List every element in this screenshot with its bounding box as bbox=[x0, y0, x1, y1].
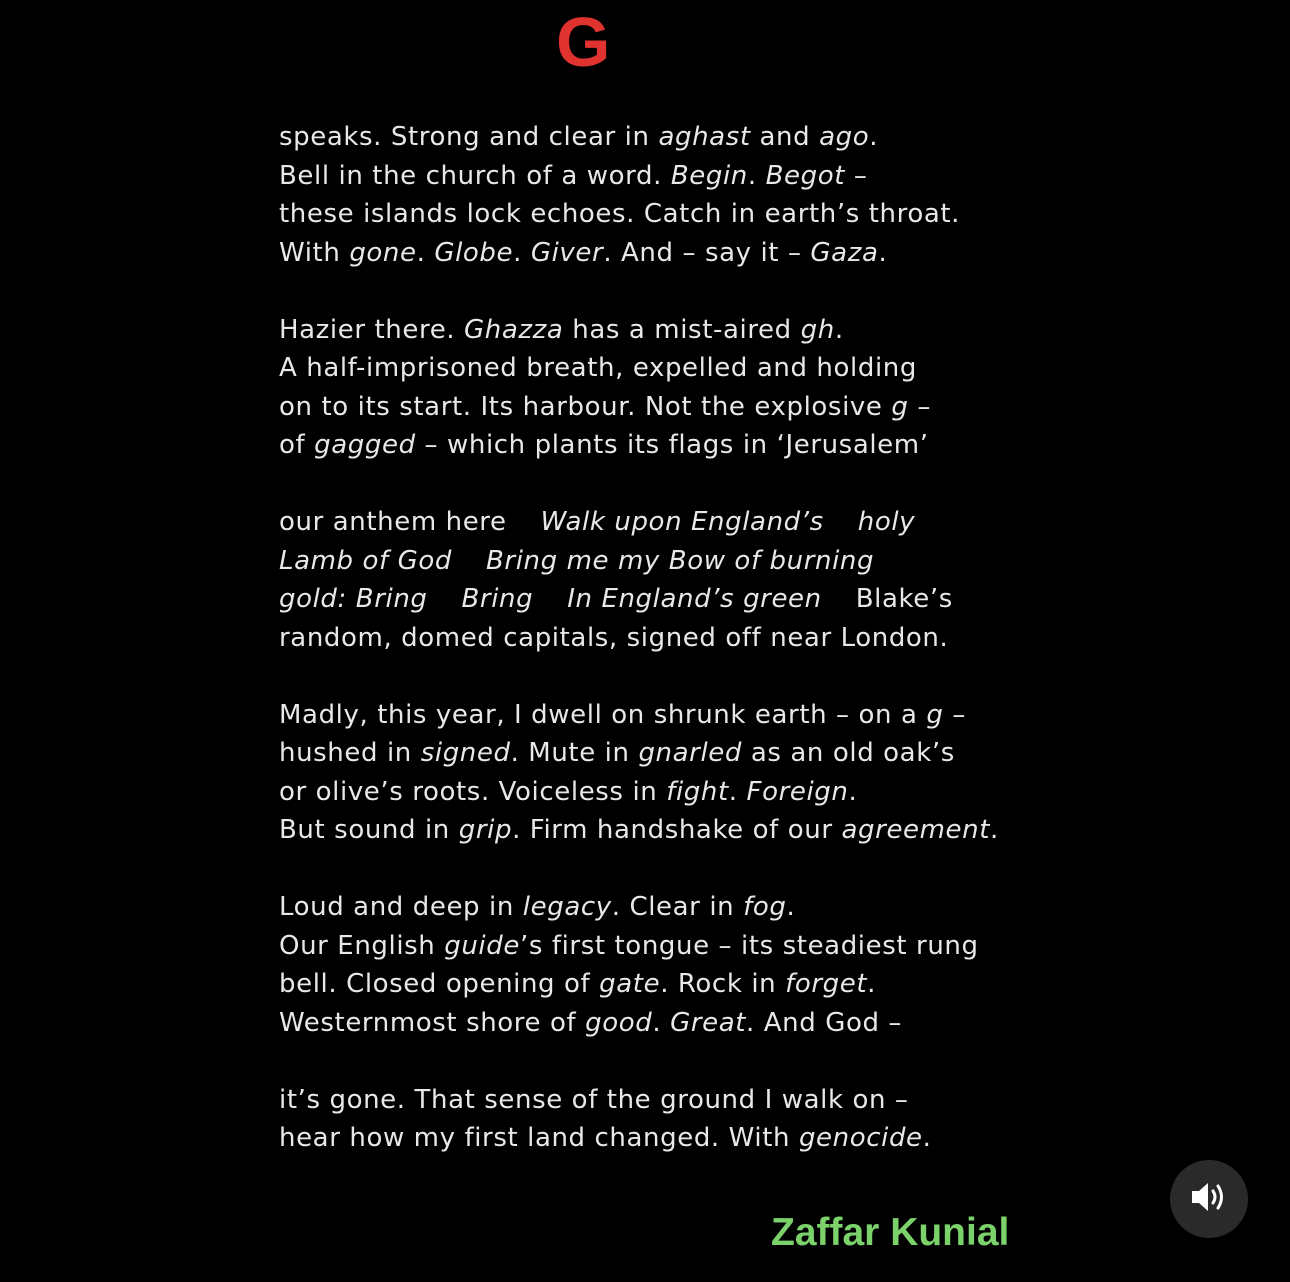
italic-run: Bring bbox=[461, 584, 534, 614]
text-run: on to its start. Its harbour. Not the explosive bbox=[279, 391, 892, 422]
italic-run: Globe bbox=[434, 237, 514, 268]
italic-run: fog bbox=[743, 892, 787, 922]
text-run: our anthem here bbox=[279, 507, 507, 537]
italic-run: aghast bbox=[658, 122, 751, 152]
poem-line bbox=[279, 773, 1039, 812]
poem-line bbox=[279, 965, 1039, 1004]
text-run: . bbox=[922, 1123, 932, 1153]
poem-line bbox=[279, 734, 1039, 773]
italic-run: gone bbox=[349, 237, 417, 268]
text-run: . bbox=[652, 1007, 671, 1038]
poem-stanza bbox=[279, 118, 1039, 272]
text-run: . And – say it – bbox=[603, 237, 811, 268]
italic-run: Giver bbox=[530, 237, 604, 268]
poem-line bbox=[279, 1004, 1039, 1043]
audio-toggle-button[interactable] bbox=[1170, 1160, 1248, 1238]
text-run: hear how my first land changed. With bbox=[279, 1123, 799, 1153]
text-run: . Clear in bbox=[611, 892, 744, 922]
text-run: . bbox=[786, 892, 796, 922]
text-run: Bell in the church of a word. bbox=[279, 160, 671, 191]
italic-run: good bbox=[585, 1007, 653, 1038]
poem-stanza bbox=[279, 1081, 1039, 1158]
italic-run: Walk upon England’s bbox=[540, 507, 824, 537]
text-run: – bbox=[845, 160, 868, 191]
text-run: Blake’s bbox=[855, 584, 953, 614]
italic-run: In England’s green bbox=[567, 584, 822, 614]
text-run: ’s first tongue – its steadiest rung bbox=[519, 930, 979, 961]
text-run: – bbox=[943, 699, 966, 730]
italic-run: guide bbox=[444, 930, 520, 961]
poem-line bbox=[279, 157, 1039, 196]
poem-title-letter: G bbox=[556, 3, 611, 81]
italic-run: Foreign bbox=[746, 776, 849, 807]
poem-line bbox=[279, 811, 1039, 850]
italic-run: Bring me my Bow of burning bbox=[486, 545, 875, 576]
poem-line bbox=[279, 118, 1039, 157]
text-run: With bbox=[279, 237, 350, 268]
poem-line bbox=[279, 542, 1039, 581]
text-run: But sound in bbox=[279, 815, 459, 845]
text-run: bell. Closed opening of bbox=[279, 969, 600, 999]
text-run: Westernmost shore of bbox=[279, 1007, 586, 1038]
poem-stanza bbox=[279, 888, 1039, 1042]
text-run: it’s gone. That sense of the ground I walk on – bbox=[279, 1084, 909, 1115]
text-run: . Rock in bbox=[660, 969, 786, 999]
text-run: . bbox=[878, 237, 888, 268]
poem-line bbox=[279, 388, 1039, 427]
italic-run: grip bbox=[458, 815, 513, 845]
text-run: . bbox=[990, 815, 999, 845]
poem-line bbox=[279, 195, 1039, 234]
italic-run: genocide bbox=[798, 1123, 923, 1153]
poem-line bbox=[279, 580, 1039, 619]
poem-line bbox=[279, 426, 1039, 465]
italic-run: gh bbox=[800, 314, 835, 345]
italic-run: Gaza bbox=[810, 237, 879, 268]
text-run: these islands lock echoes. Catch in earth’s throat. bbox=[279, 199, 961, 229]
poem-line bbox=[279, 1081, 1039, 1120]
text-run: . bbox=[513, 237, 531, 268]
text-run: Hazier there. bbox=[279, 314, 465, 345]
poem-author: Zaffar Kunial bbox=[771, 1211, 1010, 1254]
italic-run: gate bbox=[599, 969, 661, 999]
text-run: A half-imprisoned breath, expelled and holding bbox=[279, 353, 917, 383]
poem-line bbox=[279, 503, 1039, 542]
text-run: Madly, this year, I dwell on shrunk earth – on a bbox=[279, 699, 927, 730]
text-run: random, domed capitals, signed off near London. bbox=[279, 622, 949, 653]
poem-text bbox=[279, 118, 1039, 1196]
italic-run: holy bbox=[857, 507, 916, 537]
speaker-volume-icon bbox=[1190, 1180, 1228, 1218]
italic-run: Ghazza bbox=[464, 314, 564, 345]
text-run: – which plants its flags in ‘Jerusalem’ bbox=[415, 430, 929, 460]
italic-run: agreement bbox=[841, 815, 991, 845]
italic-run: g bbox=[926, 699, 944, 730]
italic-run: signed bbox=[420, 738, 511, 768]
text-run: – bbox=[908, 391, 931, 422]
italic-run: Begot bbox=[765, 160, 846, 191]
italic-run: fight bbox=[666, 776, 729, 807]
italic-run: legacy bbox=[522, 892, 612, 922]
text-run: hushed in bbox=[279, 738, 421, 768]
italic-run: Great bbox=[670, 1007, 747, 1038]
italic-run: gagged bbox=[314, 430, 416, 460]
text-run: Our English bbox=[279, 930, 445, 961]
poem-stanza bbox=[279, 503, 1039, 657]
text-run: . bbox=[416, 237, 435, 268]
text-run: as an old oak’s bbox=[741, 738, 955, 768]
italic-run: gnarled bbox=[638, 738, 742, 768]
text-run: of bbox=[279, 430, 315, 460]
italic-run: Lamb of God bbox=[279, 545, 452, 576]
text-run: speaks. Strong and clear in bbox=[279, 122, 659, 152]
text-run: . bbox=[848, 776, 858, 807]
poem-line bbox=[279, 349, 1039, 388]
italic-run: forget bbox=[785, 969, 868, 999]
text-run: . And God – bbox=[746, 1007, 903, 1038]
text-run: . bbox=[834, 314, 844, 345]
italic-run: Begin bbox=[670, 160, 748, 191]
poem-line bbox=[279, 927, 1039, 966]
text-run: has a mist-aired bbox=[563, 314, 801, 345]
text-run: . bbox=[728, 776, 747, 807]
text-run: . Firm handshake of our bbox=[512, 815, 842, 845]
italic-run: g bbox=[891, 391, 909, 422]
italic-run: gold: Bring bbox=[279, 584, 428, 614]
poem-line bbox=[279, 311, 1039, 350]
text-run: . bbox=[867, 969, 877, 999]
text-run: . Mute in bbox=[510, 738, 639, 768]
poem-line bbox=[279, 234, 1039, 273]
text-run: . bbox=[747, 160, 766, 191]
poem-stanza bbox=[279, 696, 1039, 850]
poem-line bbox=[279, 619, 1039, 658]
text-run: or olive’s roots. Voiceless in bbox=[279, 776, 667, 807]
text-run: Loud and deep in bbox=[279, 892, 523, 922]
italic-run: ago bbox=[819, 122, 870, 152]
poem-stanza bbox=[279, 311, 1039, 465]
text-run: and bbox=[750, 122, 820, 152]
text-run: . bbox=[869, 122, 879, 152]
poem-line bbox=[279, 888, 1039, 927]
poem-line bbox=[279, 1119, 1039, 1158]
poem-line bbox=[279, 696, 1039, 735]
